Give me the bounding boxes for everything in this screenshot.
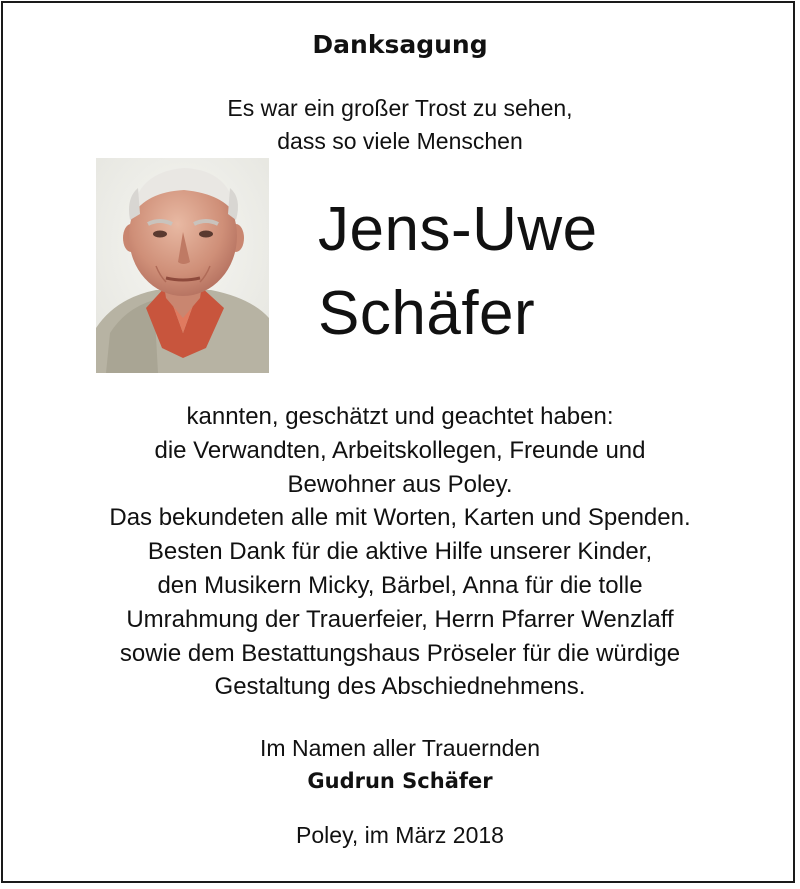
notice-title: Danksagung xyxy=(312,30,488,59)
last-name: Schäfer xyxy=(318,279,536,348)
deceased-name xyxy=(318,188,598,356)
body-line: Besten Dank für die aktive Hilfe unserer Kinder, xyxy=(147,538,653,566)
first-name: Jens-Uwe xyxy=(318,195,598,264)
signer-name: Gudrun Schäfer xyxy=(307,769,493,793)
closing-line: Im Namen aller Trauernden xyxy=(260,735,540,761)
portrait-photo xyxy=(96,158,269,373)
body-line: Gestaltung des Abschiednehmens. xyxy=(214,673,586,701)
closing-block xyxy=(0,732,800,798)
place-date: Poley, im März 2018 xyxy=(296,822,504,848)
body-line: Bewohner aus Poley. xyxy=(287,470,513,498)
body-line: sowie dem Bestattungshaus Pröseler für die würdige xyxy=(119,639,681,667)
intro-text xyxy=(0,92,800,158)
thanks-body xyxy=(0,400,800,704)
intro-line: dass so viele Menschen xyxy=(277,128,523,154)
body-line: kannten, geschätzt und geachtet haben: xyxy=(186,403,614,430)
body-line: den Musikern Micky, Bärbel, Anna für die tolle xyxy=(157,571,643,599)
intro-line: Es war ein großer Trost zu sehen, xyxy=(227,95,573,121)
body-line: die Verwandten, Arbeitskollegen, Freunde und xyxy=(154,436,646,464)
body-line: Das bekundeten alle mit Worten, Karten und Spenden. xyxy=(109,504,691,532)
body-line: Umrahmung der Trauerfeier, Herrn Pfarrer Wenzlaff xyxy=(126,605,674,633)
